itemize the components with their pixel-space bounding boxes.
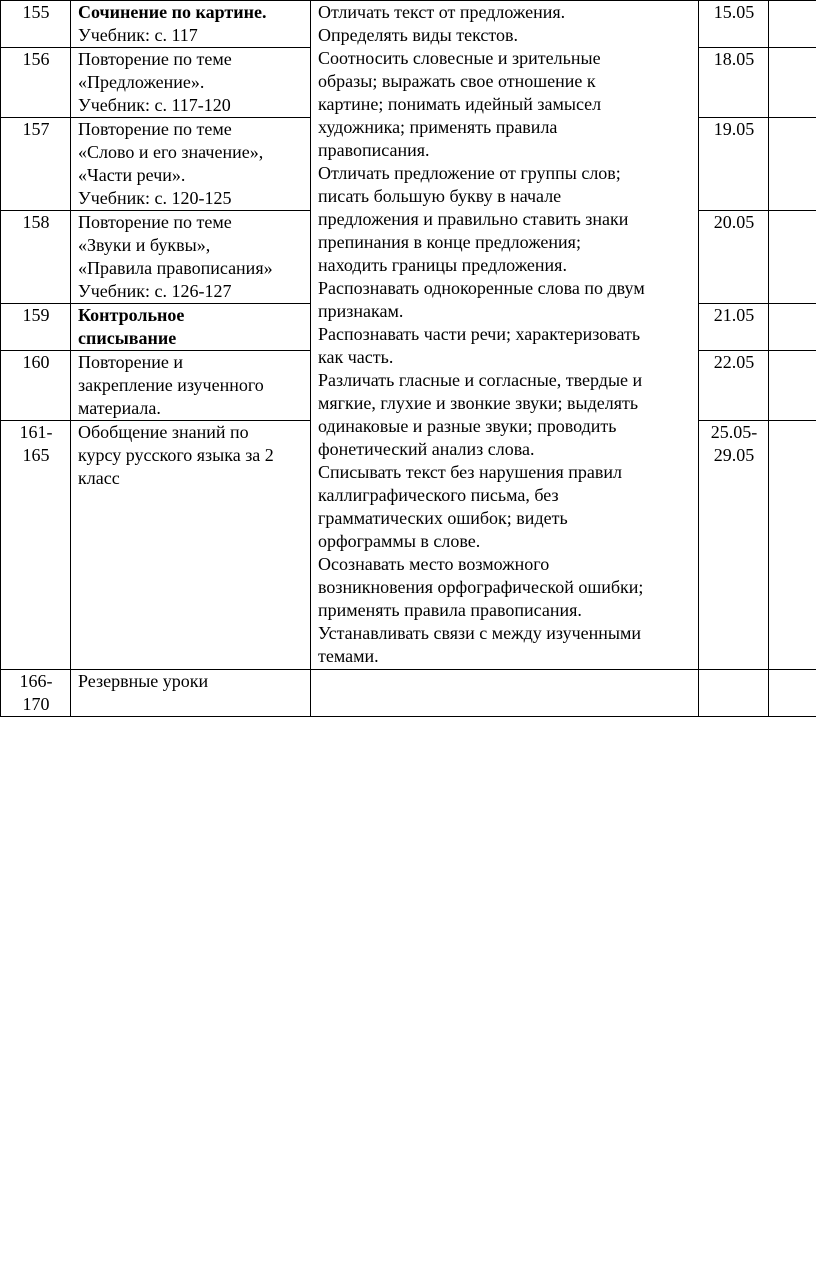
lesson-date-text: 25.05-: [710, 422, 758, 442]
lesson-date: [699, 118, 769, 211]
lesson-number-text: 166-: [19, 671, 53, 691]
skills-cell: [311, 1, 699, 670]
skill-line: Списывать текст без нарушения правил: [318, 462, 622, 482]
topic-line: «Правила правописания»: [78, 258, 273, 278]
lesson-date-text: 20.05: [713, 212, 755, 232]
topic-line: Повторение по теме: [78, 49, 232, 69]
lesson-number: [1, 421, 71, 670]
topic-line: Повторение по теме: [78, 212, 232, 232]
lesson-date-text: 22.05: [713, 352, 755, 372]
topic-line: «Части речи».: [78, 165, 186, 185]
topic-title: Контрольное: [78, 305, 185, 325]
topic-line: Учебник: с. 117-120: [78, 95, 231, 115]
lesson-date: [699, 304, 769, 351]
table-row: [1, 670, 816, 717]
notes-cell: [769, 351, 816, 421]
skill-line: орфограммы в слове.: [318, 531, 481, 551]
lesson-number-text: 170: [22, 694, 50, 714]
skill-line: препинания в конце предложения;: [318, 232, 581, 252]
skill-line: темами.: [318, 646, 379, 666]
topic-title: списывание: [78, 328, 177, 348]
topic-line: Повторение по теме: [78, 119, 232, 139]
skill-line: грамматических ошибок; видеть: [318, 508, 568, 528]
topic-line: Учебник: с. 126-127: [78, 281, 232, 301]
skill-line: применять правила правописания.: [318, 600, 582, 620]
skill-line: писать большую букву в начале: [318, 186, 562, 206]
table-row: [1, 1, 816, 48]
skill-line: образы; выражать свое отношение к: [318, 71, 596, 91]
lesson-topic: [71, 670, 311, 717]
lesson-number: [1, 1, 71, 48]
skill-line: Отличать предложение от группы слов;: [318, 163, 621, 183]
skill-line: как часть.: [318, 347, 394, 367]
topic-line: «Слово и его значение»,: [78, 142, 264, 162]
lesson-number-text: 159: [22, 305, 50, 325]
skill-line: Распознавать части речи; характеризовать: [318, 324, 641, 344]
skill-line: одинаковые и разные звуки; проводить: [318, 416, 617, 436]
skill-line: Распознавать однокоренные слова по двум: [318, 278, 645, 298]
lesson-number: [1, 304, 71, 351]
lesson-number-text: 155: [22, 2, 50, 22]
topic-line: класс: [78, 468, 120, 488]
skill-line: возникновения орфографической ошибки;: [318, 577, 644, 597]
lesson-topic: [71, 351, 311, 421]
skills-cell: [311, 670, 699, 717]
topic-line: «Звуки и буквы»,: [78, 235, 211, 255]
lesson-number: [1, 48, 71, 118]
lesson-number: [1, 118, 71, 211]
lesson-number-text: 158: [22, 212, 50, 232]
lesson-number: [1, 211, 71, 304]
notes-cell: [769, 670, 816, 717]
skill-line: признакам.: [318, 301, 404, 321]
topic-line: Учебник: с. 120-125: [78, 188, 232, 208]
topic-line: материала.: [78, 398, 161, 418]
lesson-date: [699, 421, 769, 670]
skill-line: фонетический анализ слова.: [318, 439, 535, 459]
skill-line: предложения и правильно ставить знаки: [318, 209, 629, 229]
lesson-date: [699, 1, 769, 48]
notes-cell: [769, 118, 816, 211]
skill-line: мягкие, глухие и звонкие звуки; выделять: [318, 393, 639, 413]
lesson-date-text: 29.05: [713, 445, 755, 465]
skill-line: художника; применять правила: [318, 117, 558, 137]
lesson-date-text: 19.05: [713, 119, 755, 139]
notes-cell: [769, 211, 816, 304]
notes-cell: [769, 421, 816, 670]
skill-line: Определять виды текстов.: [318, 25, 519, 45]
notes-cell: [769, 1, 816, 48]
lesson-date: [699, 48, 769, 118]
lesson-number-text: 156: [22, 49, 50, 69]
lesson-date: [699, 211, 769, 304]
topic-line: «Предложение».: [78, 72, 205, 92]
skill-line: картине; понимать идейный замысел: [318, 94, 602, 114]
lesson-topic: [71, 48, 311, 118]
topic-title: Сочинение по картине.: [78, 2, 267, 22]
topic-line: закрепление изученного: [78, 375, 264, 395]
skill-line: находить границы предложения.: [318, 255, 567, 275]
lesson-date-text: 15.05: [713, 2, 755, 22]
topic-line: курсу русского языка за 2: [78, 445, 274, 465]
lesson-number: [1, 351, 71, 421]
topic-line: Учебник: с. 117: [78, 25, 198, 45]
skill-line: Соотносить словесные и зрительные: [318, 48, 601, 68]
skill-line: каллиграфического письма, без: [318, 485, 559, 505]
lesson-topic: [71, 304, 311, 351]
lesson-topic: [71, 211, 311, 304]
topic-line: Обобщение знаний по: [78, 422, 249, 442]
lesson-topic: [71, 421, 311, 670]
lesson-date-text: 18.05: [713, 49, 755, 69]
skill-line: правописания.: [318, 140, 430, 160]
lesson-topic: [71, 118, 311, 211]
notes-cell: [769, 48, 816, 118]
lesson-number-text: 165: [22, 445, 50, 465]
skill-line: Отличать текст от предложения.: [318, 2, 566, 22]
skill-line: Устанавливать связи с между изученными: [318, 623, 642, 643]
skill-line: Осознавать место возможного: [318, 554, 550, 574]
lesson-topic: [71, 1, 311, 48]
lesson-number: [1, 670, 71, 717]
lesson-date: [699, 351, 769, 421]
topic-line: Резервные уроки: [78, 671, 209, 691]
topic-line: Повторение и: [78, 352, 184, 372]
skill-line: Различать гласные и согласные, твердые и: [318, 370, 643, 390]
lesson-number-text: 160: [22, 352, 50, 372]
lesson-number-text: 157: [22, 119, 50, 139]
lesson-date-text: 21.05: [713, 305, 755, 325]
lesson-date: [699, 670, 769, 717]
notes-cell: [769, 304, 816, 351]
lesson-number-text: 161-: [19, 422, 53, 442]
